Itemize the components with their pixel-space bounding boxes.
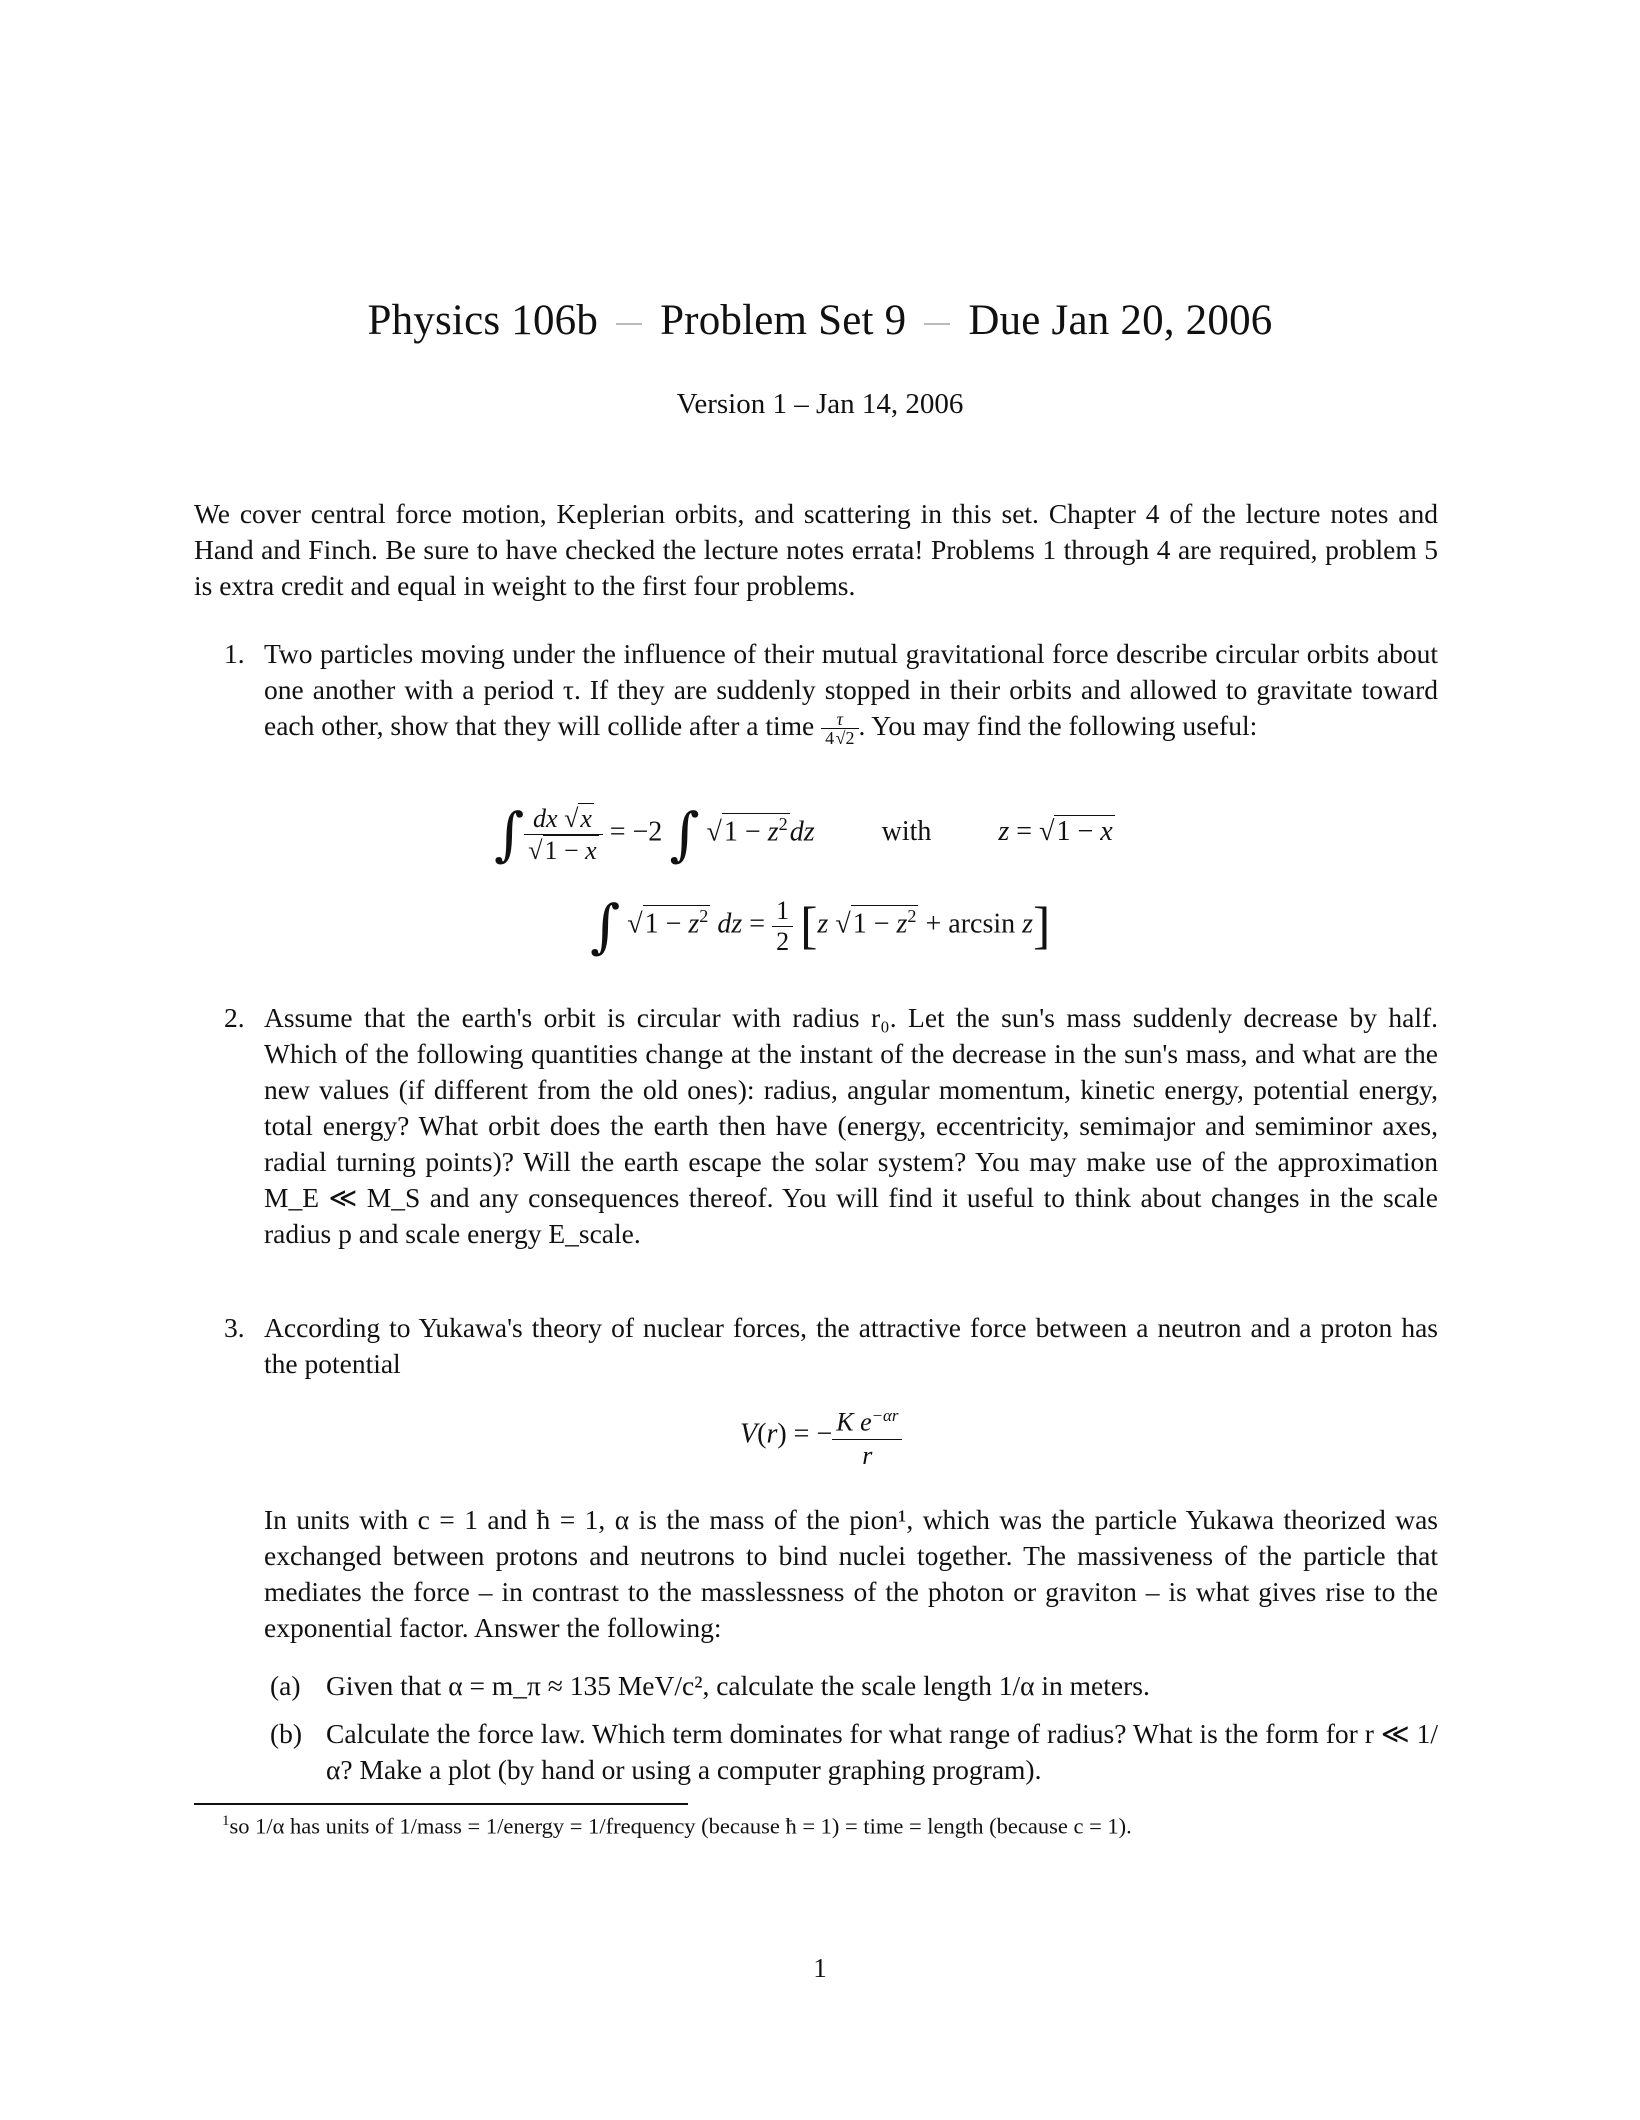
page-title <box>0 296 1640 345</box>
problem-number: 2. <box>224 1002 245 1033</box>
part-text: Calculate the force law. Which term dominates for what range of radius? What is the form for r ≪ 1/α? Make a plot (by hand or using a computer graphing program). <box>326 1718 1438 1785</box>
problem-text: In units with c = 1 and ħ = 1, α is the mass of the pion¹, which was the particle Yukawa theorized was exchanged between protons and neutrons to bind nuclei together. The massiveness of the particle that mediates the force – in contrast to the masslessness of the photon or graviton – is what gives rise to the exponential factor. Answer the following: <box>264 1504 1438 1643</box>
problem-number: 1. <box>224 638 245 669</box>
title-dash <box>924 323 950 325</box>
version-line: Version 1 – Jan 14, 2006 <box>676 388 964 420</box>
problem-number: 3. <box>224 1312 245 1343</box>
part-label: (a) <box>270 1670 301 1701</box>
equation-yukawa-potential: V(r) = − $\frac{K e^{-\alpha r}}{r}$ <box>740 1400 902 1472</box>
intro-paragraph: We cover central force motion, Keplerian orbits, and scattering in this set. Chapter 4 of the lecture notes and Hand and Finch. Be sure to have checked the lecture notes errata! Problems 1 through 4 are required, problem 5 is extra credit and equal in weight to the first four problems. <box>194 498 1438 601</box>
footnote: $^1$so 1/α has units of 1/mass = 1/energy = 1/frequency (because ħ = 1) = time = length (because c = 1). <box>222 1813 1132 1839</box>
part-label: (b) <box>270 1718 303 1749</box>
equation-integral-1: ∫ $\frac{dx √x}{√1 - x}$ = −2 ∫ $√1 - z^2dz$ with z = √1 − x <box>494 800 1113 868</box>
collision-time-fraction: $\frac{\tau}{4 √2}$ <box>821 710 858 747</box>
title-set: Problem Set 9 <box>660 297 907 344</box>
page-number: 1 <box>813 1953 827 1983</box>
problem-text: Assume that the earth's orbit is circular with radius r₀. Let the sun's mass suddenly decrease by half. Which of the following quantities change at the instant of the decrease in the sun's mass, and what are the new values (if different from the old ones): radius, angular momentum, kinetic energy, potential energy, total energy? What orbit does the earth then have (energy, eccentricity, semimajor and semiminor axes, radial turning points)? Will the earth escape the solar system? You may make use of the approximation M_E ≪ M_S and any consequences thereof. You will find it useful to think about changes in the scale radius p and scale energy E_scale. <box>264 1002 1438 1249</box>
part-text: Given that α = m_π ≈ 135 MeV/c², calculate the scale length 1/α in meters. <box>326 1670 1150 1701</box>
title-due: Due Jan 20, 2006 <box>968 297 1273 344</box>
footnote-rule <box>194 1803 688 1805</box>
title-dash <box>616 323 642 325</box>
problem-text: According to Yukawa's theory of nuclear forces, the attractive force between a neutron and a proton has the potential <box>264 1312 1438 1379</box>
equation-integral-2: ∫ $√1 - z^2$ dz = $\frac{1}{2}$ [z $√1 - z^2 + \arcsin z$] <box>590 892 1051 960</box>
problem-text: Two particles moving under the influence of their mutual gravitational force describe circular orbits about one another with a period τ. If they are suddenly stopped in their orbits and allowed to gravitate toward each other, show that they will collide after a time $\frac{\tau}{4 √2}$ . You may find the following useful: <box>264 638 1438 749</box>
title-course: Physics 106b <box>367 297 599 344</box>
